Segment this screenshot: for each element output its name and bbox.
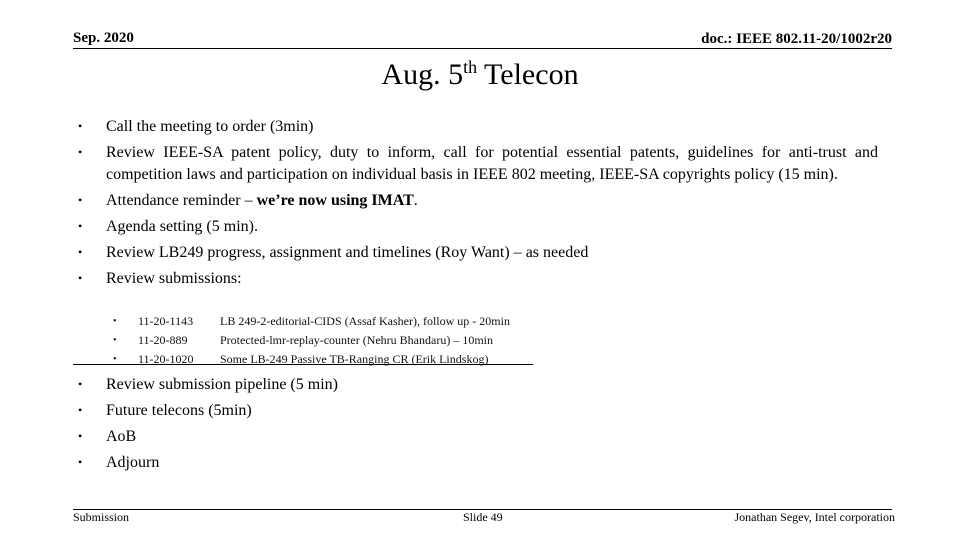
agenda-item [78, 242, 878, 264]
agenda-item [78, 400, 878, 422]
agenda-item [78, 268, 878, 290]
bullet-icon: • [78, 244, 83, 259]
submission-item [113, 312, 510, 331]
bullet-icon: • [78, 429, 83, 443]
agenda-item-text: Review LB249 progress, assignment and timelines (Roy Want) – as needed [106, 243, 589, 261]
strikethrough-line [73, 364, 533, 365]
header-doc-id: doc.: IEEE 802.11-20/1002r20 [701, 31, 892, 47]
header-divider [73, 48, 892, 49]
agenda-item [78, 426, 878, 448]
submission-item [113, 331, 510, 350]
slide-title [0, 58, 960, 92]
agenda-list-continued [78, 374, 878, 478]
footer-slide-number: Slide 49 [463, 510, 503, 524]
title-main: Aug. 5 [381, 58, 464, 91]
submission-number: 11-20-1143 [138, 314, 194, 328]
bullet-icon: • [113, 335, 117, 346]
header-date: Sep. 2020 [73, 30, 134, 46]
title-rest: Telecon [477, 58, 579, 91]
submission-number: 11-20-889 [138, 333, 188, 347]
agenda-item-emphasis: we’re now using IMAT [256, 191, 414, 209]
agenda-item-text: Review IEEE-SA patent policy, duty to inform, call for potential essential patents, guidelines for anti-trust and competition laws and participation on individual basis in IEEE 802 meeting, IEEE-SA copyrights policy (15 min). [106, 144, 878, 183]
agenda-item-suffix: . [413, 191, 418, 209]
bullet-icon: • [113, 316, 117, 327]
agenda-item-text: Attendance reminder – [106, 191, 257, 209]
footer-author: Jonathan Segev, Intel corporation [734, 510, 895, 524]
bullet-icon: • [78, 377, 83, 391]
bullet-icon: • [78, 192, 83, 207]
bullet-icon: • [78, 145, 83, 159]
bullet-icon: • [78, 119, 83, 133]
submission-description: Protected-lmr-replay-counter (Nehru Bhandaru) – 10min [220, 333, 493, 347]
agenda-item-text: Review submission pipeline (5 min) [106, 376, 338, 393]
agenda-item [78, 452, 878, 474]
submission-description: LB 249-2-editorial-CIDS (Assaf Kasher), follow up - 20min [220, 314, 510, 328]
submission-number: 11-20-1020 [138, 352, 194, 366]
agenda-item-text: Adjourn [106, 454, 160, 471]
bullet-icon: • [78, 218, 83, 233]
agenda-item-text: AoB [106, 428, 137, 445]
bullet-icon: • [113, 354, 117, 365]
submission-list [113, 312, 510, 369]
agenda-item-text: Call the meeting to order (3min) [106, 118, 314, 135]
agenda-item-text: Review submissions: [106, 269, 242, 287]
agenda-item [78, 216, 878, 238]
bullet-icon: • [78, 403, 83, 417]
submission-description: Some LB-249 Passive TB-Ranging CR (Erik Lindskog) [220, 352, 489, 366]
bullet-icon: • [78, 270, 83, 285]
submission-item [113, 350, 510, 369]
agenda-item [78, 116, 878, 138]
agenda-item [78, 374, 878, 396]
agenda-list [78, 116, 878, 294]
agenda-item [78, 142, 878, 185]
title-superscript: th [463, 57, 478, 77]
agenda-item-text: Future telecons (5min) [106, 402, 252, 419]
bullet-icon: • [78, 455, 83, 469]
agenda-item-text: Agenda setting (5 min). [106, 217, 258, 235]
footer-submission: Submission [73, 510, 130, 524]
agenda-item [78, 190, 878, 212]
